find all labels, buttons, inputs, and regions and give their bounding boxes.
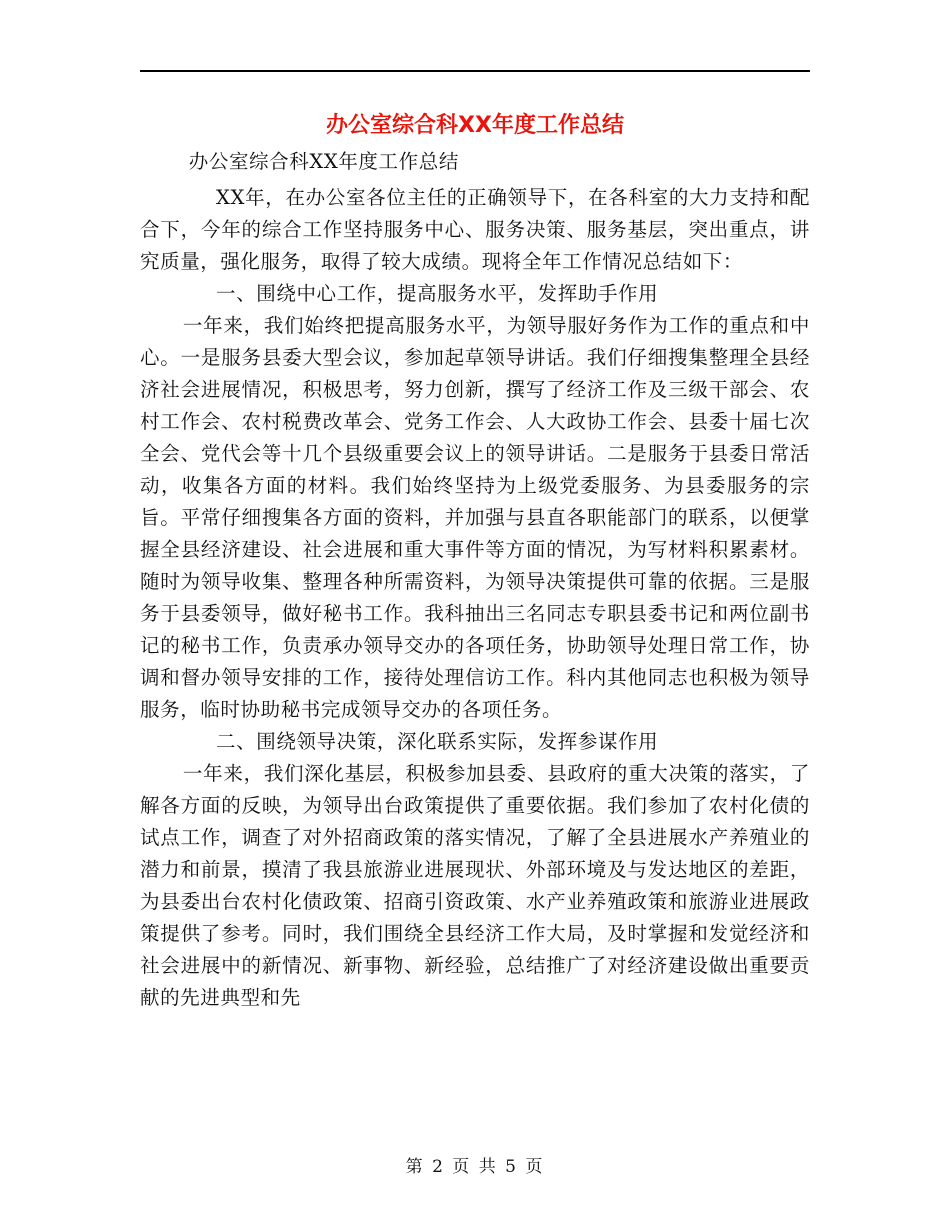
paragraph-section-1: 一年来，我们始终把提高服务水平，为领导服好务作为工作的重点和中心。一是服务县委大型会议，参加起草领导讲话。我们仔细搜集整理全县经济社会进展情况，积极思考，努力创新，撰写了经济工作及三级干部会、农村工作会、农村税费改革会、党务工作会、人大政协工作会、县委十届七次全会、党代会等十几个县级重要会议上的领导讲话。二是服务于县委日常活动，收集各方面的材料。我们始终坚持为上级党委服务、为县委服务的宗旨。平常仔细搜集各方面的资料，并加强与县直各职能部门的联系，以便掌握全县经济建设、社会进展和重大事件等方面的情况，为写材料积累素材。随时为领导收集、整理各种所需资料，为领导决策提供可靠的依据。三是服务于县委领导，做好秘书工作。我科抽出三名同志专职县委书记和两位副书记的秘书工作，负责承办领导交办的各项任务，协助领导处理日常工作，协调和督办领导安排的工作，接待处理信访工作。科内其他同志也积极为领导服务，临时协助秘书完成领导交办的各项任务。 <box>140 314 810 721</box>
header-rule <box>140 70 810 72</box>
document-subtitle: 办公室综合科XX年度工作总结 <box>188 150 459 173</box>
paragraph-section-2: 一年来，我们深化基层，积极参加县委、县政府的重大决策的落实，了解各方面的反映，为领导出台政策提供了重要依据。我们参加了农村化债的试点工作，调查了对外招商政策的落实情况，了解了全县进展水产养殖业的潜力和前景，摸清了我县旅游业进展现状、外部环境及与发达地区的差距，为县委出台农村化债政策、招商引资政策、水产业养殖政策和旅游业进展政策提供了参考。同时，我们围绕全县经济工作大局，及时掌握和发觉经济和社会进展中的新情况、新事物、新经验，总结推广了对经济建设做出重要贡献的先进典型和先 <box>140 762 810 1009</box>
document-body <box>140 146 810 1014</box>
document-title: 办公室综合科XX年度工作总结 <box>326 113 624 138</box>
paragraph-intro: XX年，在办公室各位主任的正确领导下，在各科室的大力支持和配合下，今年的综合工作坚持服务中心、服务决策、服务基层，突出重点，讲究质量，强化服务，取得了较大成绩。现将全年工作情况总结如下： <box>140 186 810 273</box>
section-heading-2: 二、围绕领导决策，深化联系实际，发挥参谋作用 <box>216 730 659 753</box>
section-heading-1: 一、围绕中心工作，提高服务水平，发挥助手作用 <box>216 282 659 305</box>
page-number: 第 2 页 共 5 页 <box>405 1157 545 1177</box>
